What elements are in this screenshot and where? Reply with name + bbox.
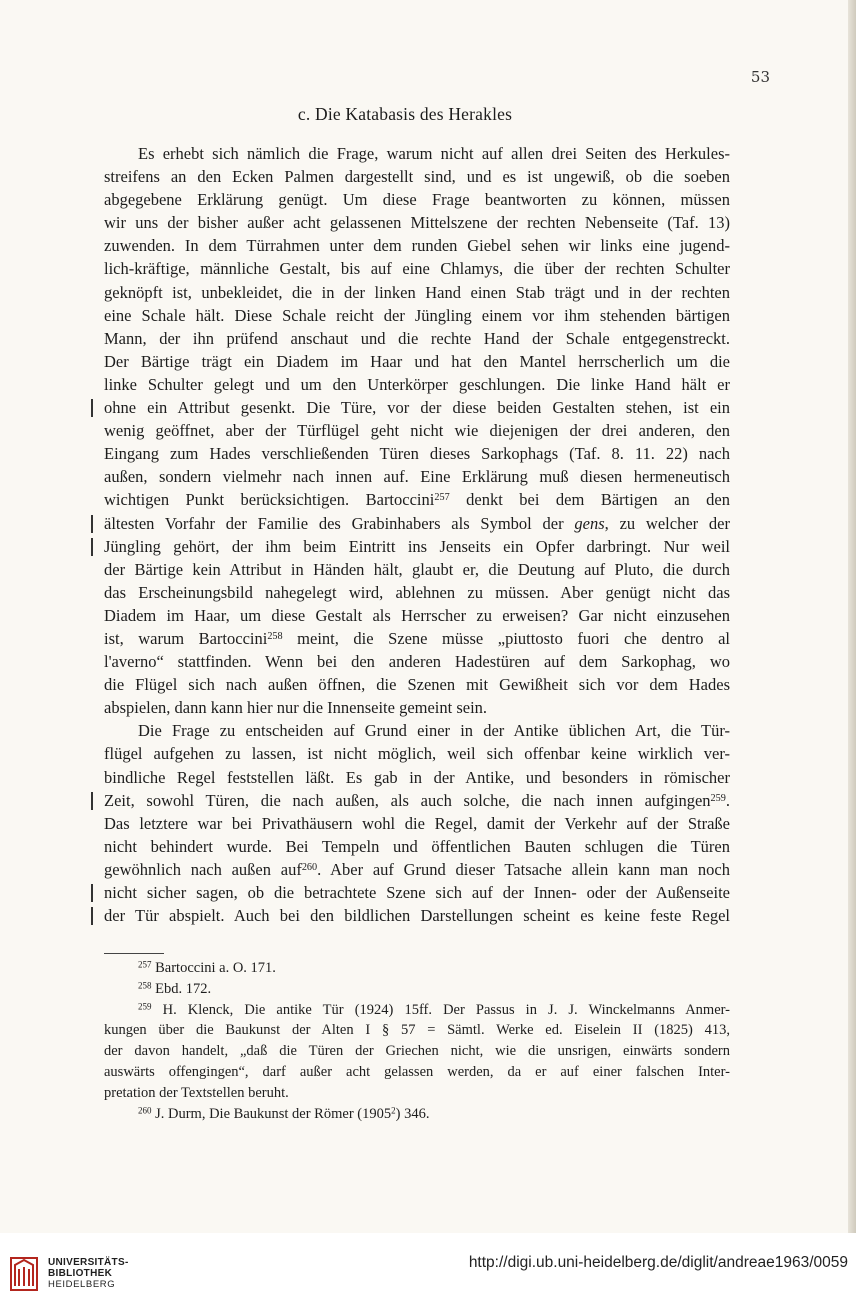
footnote-line: auswärts offengingen“, darf außer acht gelassen werden, da er auf einer falschen Inter- <box>104 1063 730 1080</box>
text-line: lich-kräftige, männliche Gestalt, bis auf eine Chlamys, die über der rechten Schulter <box>104 259 730 279</box>
footnote-ref-259[interactable]: 259 <box>710 792 726 804</box>
library-name[interactable] <box>48 1257 129 1290</box>
margin-mark <box>91 884 93 902</box>
text-segment: ältesten Vorfahr der Familie des Grabinhabers als Symbol der <box>104 513 564 533</box>
section-heading: c. Die Katabasis des Herakles <box>297 104 513 124</box>
text-line: linke Schulter gelegt und um den Unterkörper geschlungen. Die linke Hand hält er <box>104 374 730 394</box>
footnote-line: der davon handelt, „daß die Türen der Griechen nicht, wie die unsrigen, einwärts sondern <box>104 1043 730 1060</box>
footnote-text: ) 346. <box>395 1105 430 1122</box>
text-line: die Flügel sich nach außen öffnen, die Szenen mit Gewißheit sich vor dem Hades <box>104 675 730 695</box>
text-segment: . Aber auf Grund dieser Tatsache allein kann man noch <box>317 859 730 879</box>
text-line: eine Schale hält. Diese Schale reicht der Jüngling einem vor ihm stehenden bärtigen <box>104 305 730 325</box>
footnote-number: 259 <box>138 1001 152 1012</box>
margin-mark <box>91 538 93 556</box>
text-line-marked <box>104 512 730 535</box>
footnote-ref-257[interactable]: 257 <box>434 492 450 504</box>
text-line-marked <box>104 396 730 419</box>
footnote-259 <box>104 1000 730 1104</box>
text-line <box>104 858 730 881</box>
text-line: der Bärtige kein Attribut in Händen hält, glaubt er, die Deutung auf Pluto, die durch <box>104 559 730 579</box>
footnote-text: Ebd. 172. <box>155 980 212 997</box>
text-line: Der Bärtige trägt ein Diadem im Haar und hat den Mantel herrscherlich um die <box>104 351 730 371</box>
italic-term: gens <box>574 513 605 533</box>
permalink-url[interactable]: http://digi.ub.uni-heidelberg.de/diglit/andreae1963/0059 <box>468 1254 848 1271</box>
text-line: nicht behindert wurde. Bei Tempeln und öffentlichen Bauten schlugen die Türen <box>104 836 730 856</box>
footnote-258 <box>104 979 730 1000</box>
footnote-line <box>104 979 730 1000</box>
text-line: Diadem im Haar, um diese Gestalt als Herrscher zu erweisen? Gar nicht einzusehen <box>104 605 730 625</box>
footnotes <box>104 958 730 1124</box>
text-line-content: nicht sicher sagen, ob die betrachtete Szene sich auf der Innen- oder der Außenseite <box>104 883 730 902</box>
footnote-rule <box>104 953 164 954</box>
library-name-line: BIBLIOTHEK <box>48 1268 113 1279</box>
footnote-257 <box>104 958 730 979</box>
text-line: streifens an den Ecken Palmen dargestellt sind, und es ist ungewiß, ob die soeben <box>104 167 730 187</box>
edition-superscript: 2 <box>391 1105 396 1116</box>
text-line: Es erhebt sich nämlich die Frage, warum nicht auf allen drei Seiten des Herkules- <box>138 144 730 163</box>
logo-symbol <box>15 1260 33 1286</box>
margin-mark <box>91 399 93 417</box>
footnote-text: H. Klenck, Die antike Tür (1924) 15ff. Der Passus in J. J. Winckelmanns Anmer- <box>162 1001 731 1018</box>
text-line: zuwenden. In dem Türrahmen unter dem runden Giebel sehen wir links eine jugend- <box>104 236 730 256</box>
text-line: Die Frage zu entscheiden auf Grund einer in der Antike üblichen Art, die Tür- <box>138 721 730 741</box>
text-line: Eingang zum Hades verschließenden Türen dieses Sarkophags (Taf. 8. 11. 22) nach <box>104 444 730 464</box>
text-line <box>104 627 730 650</box>
text-segment: meint, die Szene müsse „piuttosto fuori che dentro al <box>282 628 730 648</box>
footnote-ref-260[interactable]: 260 <box>301 861 318 873</box>
text-line-content: ohne ein Attribut gesenkt. Die Türe, vor der diese beiden Gestalten stehen, ist ein <box>104 398 730 418</box>
text-line: bindliche Regel feststellen läßt. Es gab in der Antike, und besonders in römischer <box>104 767 730 787</box>
footnote-line <box>104 958 730 979</box>
margin-mark <box>91 792 93 810</box>
footer-bar <box>0 1233 856 1304</box>
text-line: wir uns der bisher außer acht gelassenen Mittelszene der rechten Nebenseite (Taf. 13) <box>104 213 730 233</box>
text-line-marked <box>104 535 730 558</box>
footnote-260 <box>104 1104 730 1125</box>
text-line: außen, sondern vielmehr nach innen auf. Eine Erklärung muß diesen hermeneutisch <box>104 467 730 487</box>
library-logo-icon[interactable] <box>10 1257 38 1291</box>
page-edge <box>848 0 856 1233</box>
text-segment: . <box>725 790 730 810</box>
text-line: wenig geöffnet, aber der Türflügel geht nicht wie diejenigen der drei anderen, den <box>104 421 730 441</box>
text-segment: gewöhnlich nach außen auf <box>104 859 302 879</box>
footnote-line: pretation der Textstellen beruht. <box>104 1084 289 1101</box>
text-line-content: der Tür abspielt. Auch bei den bildlichen Darstellungen scheint es keine feste Regel <box>104 906 730 926</box>
text-line: das Erscheinungsbild nahegelegt wird, ablehnen zu müssen. Aber genügt nicht das <box>104 582 730 602</box>
footnote-text: Bartoccini a. O. 171. <box>155 960 276 976</box>
text-segment: Zeit, sowohl Türen, die nach außen, als auch solche, die nach innen aufgingen <box>104 790 711 810</box>
page-number: 53 <box>750 68 770 86</box>
text-segment: denkt bei dem Bärtigen an den <box>449 490 731 510</box>
footnote-ref-258[interactable]: 258 <box>267 630 283 642</box>
text-segment: , zu welcher der <box>604 513 731 533</box>
text-segment: wichtigen Punkt berücksichtigen. Bartoccini <box>104 490 435 510</box>
text-line: l'averno“ stattfinden. Wenn bei den anderen Hadestüren auf dem Sarkophag, wo <box>104 652 730 672</box>
text-line: Das letztere war bei Privathäusern wohl die Regel, damit der Verkehr auf der Straße <box>104 813 730 833</box>
footnote-line: kungen über die Baukunst der Alten I § 57 = Sämtl. Werke ed. Eiselein II (1825) 413, <box>104 1022 730 1039</box>
margin-mark <box>91 907 93 925</box>
footnote-text: J. Durm, Die Baukunst der Römer (1905 <box>155 1105 392 1122</box>
footnote-line <box>104 1000 730 1021</box>
text-line <box>104 488 730 511</box>
footnote-number: 260 <box>138 1105 152 1116</box>
text-line: geknöpft ist, unbekleidet, die in der linken Hand einen Stab trägt und in der rechten <box>104 282 730 302</box>
text-line-marked <box>104 789 730 812</box>
library-name-line: HEIDELBERG <box>48 1279 116 1290</box>
footnote-number: 258 <box>138 980 152 991</box>
text-line-marked <box>104 881 730 904</box>
text-line: abgegebene Erklärung genügt. Um diese Frage beantworten zu können, müssen <box>104 190 730 210</box>
text-line: abspielen, dann kann hier nur die Innenseite gemeint sein. <box>104 698 488 718</box>
footnote-number: 257 <box>138 959 152 970</box>
footnote-line <box>104 1104 730 1125</box>
body-text <box>104 142 730 927</box>
text-line-marked <box>104 904 730 927</box>
text-segment: ist, warum Bartoccini <box>104 628 268 648</box>
text-line: Mann, der ihn prüfend anschaut und die rechte Hand der Schale entgegenstreckt. <box>104 328 730 348</box>
library-name-line: UNIVERSITÄTS- <box>48 1257 129 1268</box>
margin-mark <box>91 515 93 533</box>
text-line: flügel aufgehen zu lassen, ist nicht möglich, weil sich offenbar keine wirklich ver- <box>104 744 730 764</box>
text-line-content: Jüngling gehört, der ihm beim Eintritt ins Jenseits ein Opfer darbringt. Nur weil <box>104 536 730 556</box>
